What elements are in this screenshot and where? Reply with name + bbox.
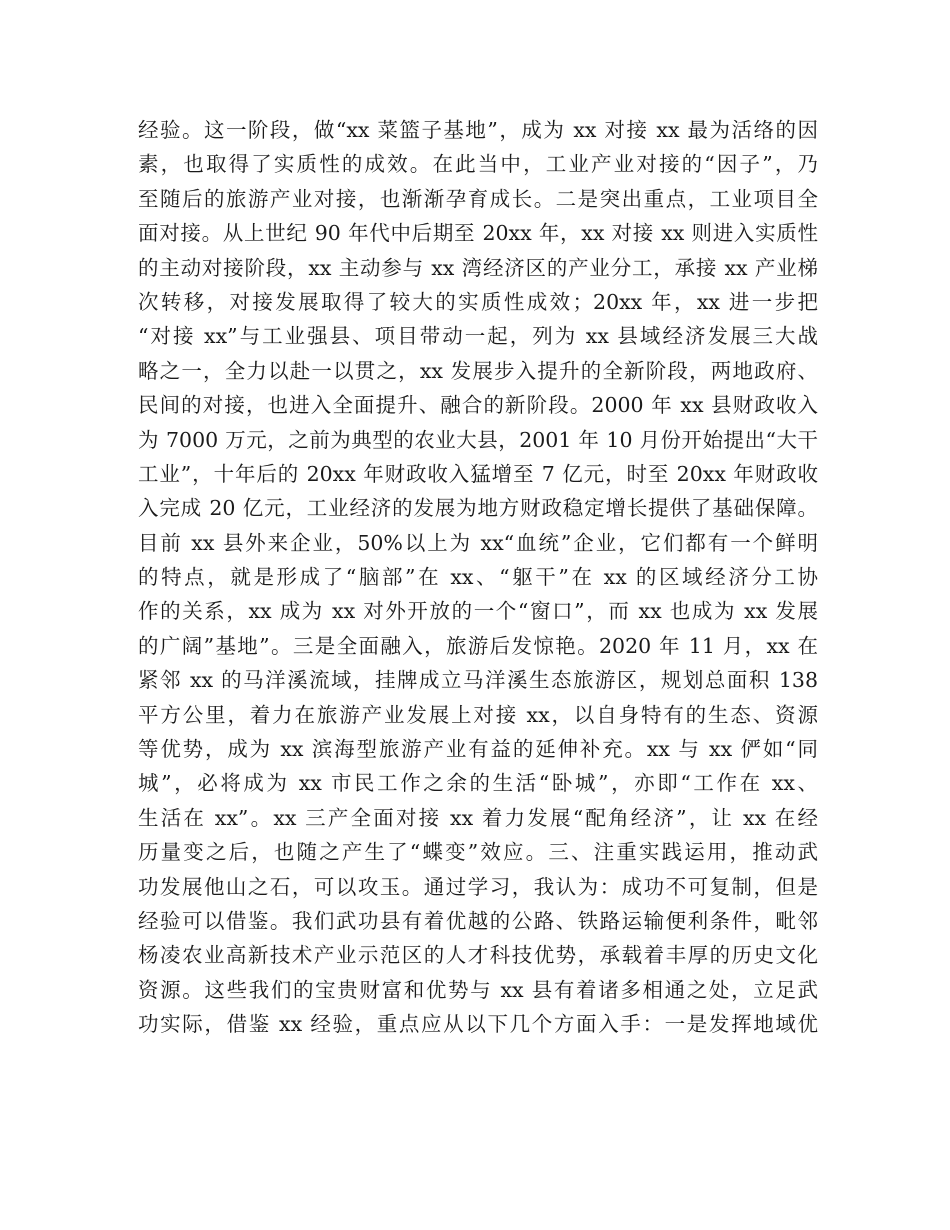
text-line: 经验。这一阶段，做“xx 菜篮子基地”，成为 xx 对接 xx 最为活络的因 [138, 118, 818, 142]
text-line: 工业”，十年后的 20xx 年财政收入猛增至 7 亿元，时至 20xx 年财政收 [138, 461, 818, 486]
text-line: 至随后的旅游产业对接，也渐渐孕育成长。二是突出重点，工业项目全 [138, 186, 818, 211]
text-line: 等优势，成为 xx 滨海型旅游产业有益的延伸补充。xx 与 xx 俨如“同 [138, 737, 818, 762]
text-line: “对接 xx”与工业强县、项目带动一起，列为 xx 县域经济发展三大战 [138, 324, 818, 349]
text-line: 目前 xx 县外来企业，50%以上为 xx“血统”企业，它们都有一个鲜明 [138, 530, 818, 555]
text-line: 次转移，对接发展取得了较大的实质性成效；20xx 年，xx 进一步把 [138, 289, 818, 314]
text-line: 经验可以借鉴。我们武功县有着优越的公路、铁路运输便利条件，毗邻 [138, 908, 818, 933]
text-line: 功发展他山之石，可以攻玉。通过学习，我认为：成功不可复制，但是 [138, 874, 818, 899]
text-line: 平方公里，着力在旅游产业发展上对接 xx，以自身特有的生态、资源 [138, 702, 818, 727]
text-line: 功实际，借鉴 xx 经验，重点应从以下几个方面入手：一是发挥地域优 [138, 1012, 818, 1037]
text-line: 杨凌农业高新技术产业示范区的人才科技优势，承载着丰厚的历史文化 [138, 943, 818, 968]
text-line: 民间的对接，也进入全面提升、融合的新阶段。2000 年 xx 县财政收入 [138, 393, 818, 418]
text-line: 的特点，就是形成了“脑部”在 xx、“躯干”在 xx 的区域经济分工协 [138, 565, 818, 590]
text-line: 的广阔”基地”。三是全面融入，旅游后发惊艳。2020 年 11 月，xx 在 [138, 633, 818, 658]
text-line: 紧邻 xx 的马洋溪流域，挂牌成立马洋溪生态旅游区，规划总面积 138 [138, 668, 818, 693]
text-line: 历量变之后，也随之产生了“蝶变”效应。三、注重实践运用，推动武 [138, 840, 818, 865]
text-line: 素，也取得了实质性的成效。在此当中，工业产业对接的“因子”，乃 [138, 152, 818, 177]
text-line: 入完成 20 亿元，工业经济的发展为地方财政稳定增长提供了基础保障。 [138, 496, 818, 521]
text-line: 为 7000 万元，之前为典型的农业大县，2001 年 10 月份开始提出“大干 [138, 427, 818, 452]
body-text [138, 113, 818, 1042]
text-line: 生活在 xx”。xx 三产全面对接 xx 着力发展“配角经济”，让 xx 在经 [138, 805, 818, 830]
text-line: 城”，必将成为 xx 市民工作之余的生活“卧城”，亦即“工作在 xx、 [138, 771, 818, 796]
text-line: 略之一，全力以赴一以贯之，xx 发展步入提升的全新阶段，两地政府、 [138, 358, 818, 383]
text-line: 资源。这些我们的宝贵财富和优势与 xx 县有着诸多相通之处，立足武 [138, 977, 818, 1002]
text-line: 面对接。从上世纪 90 年代中后期至 20xx 年，xx 对接 xx 则进入实质性 [138, 221, 818, 246]
text-line: 作的关系，xx 成为 xx 对外开放的一个“窗口”，而 xx 也成为 xx 发展 [138, 599, 818, 624]
text-line: 的主动对接阶段，xx 主动参与 xx 湾经济区的产业分工，承接 xx 产业梯 [138, 255, 818, 280]
